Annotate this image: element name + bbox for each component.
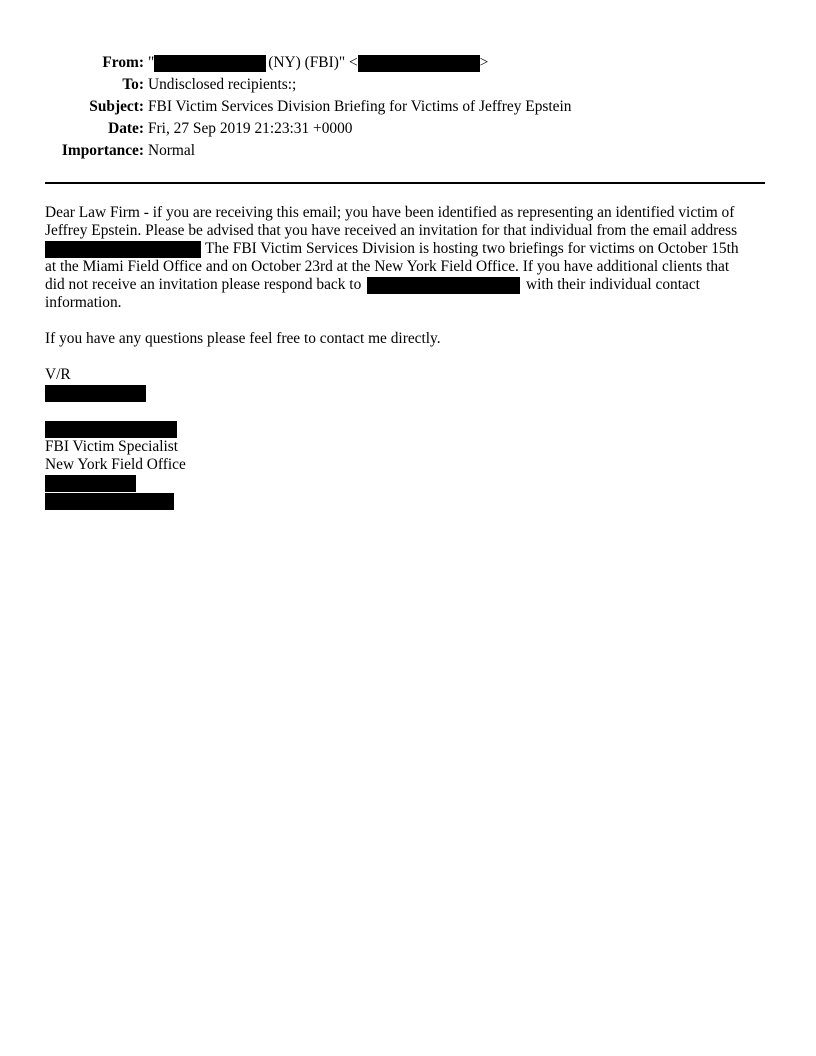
subject-value: FBI Victim Services Division Briefing for Victims of Jeffrey Epstein bbox=[148, 98, 572, 115]
signature-redacted-line-3 bbox=[45, 474, 767, 492]
redacted-email-address bbox=[45, 241, 201, 258]
signature-redacted-line-4 bbox=[45, 492, 767, 510]
signature-title: FBI Victim Specialist bbox=[45, 438, 179, 455]
redacted-email bbox=[45, 493, 174, 510]
redacted-sender-email bbox=[358, 55, 480, 72]
from-quote: " bbox=[148, 54, 155, 71]
date-value: Fri, 27 Sep 2019 21:23:31 +0000 bbox=[148, 120, 353, 137]
body-line-6: information. bbox=[45, 294, 122, 311]
redacted-sender-name bbox=[154, 55, 266, 72]
redacted-signer-name bbox=[45, 385, 146, 402]
body-line-7: If you have any questions please feel free to contact me directly. bbox=[45, 330, 441, 347]
importance-value: Normal bbox=[148, 142, 196, 159]
subject-label: Subject: bbox=[89, 98, 144, 115]
from-org: (NY) (FBI)" < bbox=[268, 54, 358, 71]
header-divider bbox=[45, 182, 765, 184]
body-line-5-text-before: did not receive an invitation please respond back to bbox=[45, 276, 362, 293]
from-close: > bbox=[479, 54, 489, 71]
from-value bbox=[148, 52, 488, 74]
body-line-4: at the Miami Field Office and on October 23rd at the New York Field Office. If you have additional clients that bbox=[45, 258, 730, 275]
paragraph-1 bbox=[45, 204, 767, 312]
body-line-5-text-after: with their individual contact bbox=[525, 276, 700, 293]
date-label: Date: bbox=[108, 120, 144, 137]
signature-office: New York Field Office bbox=[45, 456, 186, 473]
body-line-2: Jeffrey Epstein. Please be advised that you have received an invitation for that individual from the email address bbox=[45, 222, 738, 239]
to-label: To: bbox=[122, 76, 144, 93]
signature-block bbox=[45, 366, 767, 510]
body-line-3-text: The FBI Victim Services Division is hosting two briefings for victims on October 15th bbox=[205, 240, 739, 257]
body-line-5 bbox=[45, 276, 767, 294]
signature-redacted-line-2 bbox=[45, 420, 767, 438]
email-body bbox=[45, 204, 767, 510]
redacted-phone bbox=[45, 475, 136, 492]
body-line-1: Dear Law Firm - if you are receiving this email; you have been identified as representing an identified victim of bbox=[45, 204, 735, 221]
signature-closing: V/R bbox=[45, 366, 71, 383]
from-label: From: bbox=[102, 54, 144, 71]
signature-blank-line bbox=[45, 402, 767, 420]
paragraph-2 bbox=[45, 330, 767, 348]
importance-label: Importance: bbox=[61, 142, 144, 159]
signature-redacted-line-1 bbox=[45, 384, 767, 402]
body-line-3 bbox=[45, 240, 767, 258]
to-value: Undisclosed recipients:; bbox=[148, 76, 297, 93]
redacted-signer-full-name bbox=[45, 421, 177, 438]
redacted-reply-address bbox=[367, 277, 520, 294]
